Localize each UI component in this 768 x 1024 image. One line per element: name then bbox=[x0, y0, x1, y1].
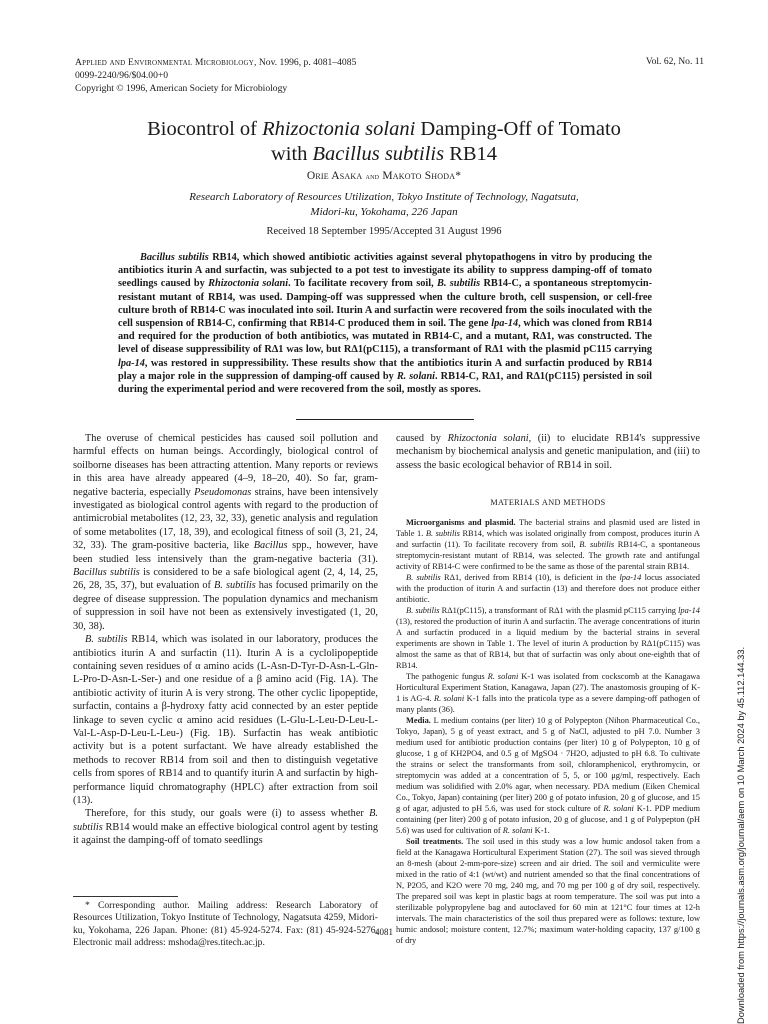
text-run: . RB14-C, RΔ1, and RΔ1(pC115) persisted in soil during the experimental period and were recovered from the soil, mostly as spores. bbox=[118, 370, 652, 396]
journal-name: Applied and Environmental Microbiology bbox=[75, 57, 255, 68]
left-column bbox=[73, 432, 378, 848]
section-heading: MATERIALS AND METHODS bbox=[490, 498, 606, 508]
italic-term: B. subtilis bbox=[579, 539, 615, 549]
abstract bbox=[118, 251, 652, 396]
intro-paragraph bbox=[73, 432, 378, 633]
journal-date-pages: , Nov. 1996, p. 4081–4085 bbox=[254, 57, 357, 68]
italic-term: B. subtilis bbox=[406, 605, 440, 615]
download-note: Downloaded from https://journals.asm.org/journal/aem on 10 March 2024 by 45.112.144.33. bbox=[736, 646, 746, 1024]
text-run: RB14-C, a spontaneous streptomycin-resistant mutant of RB14, was used. Damping-off was suppressed when the culture broth, cell suspension, or cell-free culture broth of RB14-C was inoculated into soil. Iturin A and surfactin were recovered from the soils inoculated with the cell suspension of RB14-C, confirming that RB14-C produced them in soil. The gene bbox=[118, 278, 653, 330]
run-in-heading: Media. bbox=[406, 715, 431, 725]
italic-term: Bacillus subtilis bbox=[73, 567, 140, 579]
text-run: K-1 falls into the praticola type as a severe damping-off pathogen of many plants (36). bbox=[396, 693, 700, 714]
text-run: RB14, which showed antibiotic activities against several phytopathogens in vitro by producing the antibiotics iturin A and surfactin, was subjected to a pot test to investigate its ability to suppress damping-off of tomato seedlings caused by bbox=[118, 252, 652, 290]
text-run: , was restored in suppressibility. These results show that the antibiotics iturin A and surfactin produced by RB14 play a major role in the suppression of damping-off caused by bbox=[118, 357, 652, 382]
italic-term: B. subtilis bbox=[437, 278, 481, 290]
italic-term: lpa-14 bbox=[678, 605, 700, 615]
title-organism: Rhizoctonia solani bbox=[262, 118, 416, 140]
italic-term: R. solani bbox=[396, 370, 436, 382]
text-run: K-1. bbox=[532, 825, 550, 835]
italic-term: Pseudomonas bbox=[194, 486, 252, 498]
methods-paragraph bbox=[396, 517, 700, 572]
text-run: K-1 was isolated from cockscomb at the Kanagawa Horticultural Experiment Station, Kanagawa, Japan (27). The anastomosis grouping of K-1 is AG-4. bbox=[396, 671, 701, 703]
section-divider bbox=[296, 419, 474, 420]
methods-body bbox=[396, 517, 700, 946]
italic-term: Rhizoctonia solani bbox=[447, 433, 529, 444]
methods-paragraph bbox=[396, 572, 700, 605]
right-column bbox=[396, 432, 700, 946]
text-run: The bacterial strains and plasmid used are listed in Table 1. bbox=[396, 517, 701, 538]
italic-term: B. subtilis bbox=[73, 808, 378, 833]
text-run: RB14 would make an effective biological control agent by testing it against the damping-off of tomato seedlings bbox=[73, 821, 378, 847]
italic-term: lpa-14 bbox=[118, 357, 145, 369]
text-run: . To facilitate recovery from soil, bbox=[288, 278, 437, 290]
footnote: * Corresponding author. Mailing address: Research Laboratory of Resources Utilization, Tokyo Institute of Technology, Nagatsuta 4259, Midori-ku, Yokohama, 226 Japan. Phone: (81) 45-924-5274. Fax: (81) 45-924-5276. Electronic mail address: mshoda@res.titech.ac.jp. bbox=[73, 900, 378, 948]
text-run: , which was cloned from RB14 and required for the production of both antibiotics, was mutated in RB14-C, and a mutant, RΔ1, was constructed. The level of disease suppressibility of RΔ1 was low, but RΔ1(pC115), a transformant of RΔ1 with the plasmid pC115 carrying bbox=[118, 318, 652, 356]
text-run: RB14-C, a spontaneous streptomycin-resistant mutant of RB14, was selected. The growth rate and antifungal activity of RB14-C were confirmed to be the same as those of the parental strain RB14. bbox=[396, 539, 700, 571]
text-run: The soil used in this study was a low humic andosol taken from a field at the Kanagawa Horticultural Experiment Station (27). The soil was sieved through an 8-mesh (about 2-mm-pore-size) screen and air dried. The soil and vermiculite were mixed in the ratio of 4:1 (wt/wt) and nutrient amended so that the final concentrations of N, P2O5, and K2O were 70 mg, 240 mg, and 70 mg per 100 g of dry soil, respectively. The prepared soil was kept in plastic bags at room temperature. The soil was put into a sterilizable polypropylene bag and autoclaved for 60 min at 121°C four times at 12-h intervals. The main characteristics of the soil thus prepared were as follows: texture, low humic andosol; moisture content, 12.7%; maximum water-holding capacity, 137 g/100 g of dry bbox=[396, 836, 700, 945]
text-run: The overuse of chemical pesticides has caused soil pollution and harmful effects on human beings. Accordingly, biological control of soilborne diseases has been attracting attention. Many reports or reviews in this area have already appeared (4–9, 18–20, 40). So far, gram-negative bacteria, especially bbox=[73, 433, 378, 498]
title-text: Biocontrol of bbox=[147, 118, 263, 140]
italic-term: Rhizoctonia solani bbox=[208, 278, 289, 290]
text-run: L medium contains (per liter) 10 g of Polypepton (Nihon Pharmaceutical Co., Tokyo, Japan), 5 g of yeast extract, and 5 g of NaCl, adjusted to pH 7.0. Number 3 medium used for antibiotic production contains (per liter) 10 g of Polypepton, 10 g of glucose, 1 g of KH2PO4, and 0.5 g of MgSO4 · 7H2O, adjusted to pH 6.8. To cultivate the strains or select the transformants from soil, chloramphenicol, erythromycin, or streptomycin was added at a concentration of 5, 5, or 100 μg/ml, respectively. Each medium was solidified with 2.0% agar, when necessary. PDA medium (Eiken Chemical Co., Tokyo, Japan) containing (per liter) 200 g of potato infusion, 20 g of glucose, and 15 g of agar, adjusted to pH 5.6, was used for stock culture of bbox=[396, 715, 700, 813]
received-date: Received 18 September 1995/Accepted 31 August 1996 bbox=[266, 226, 502, 237]
text-run: K-1. PDP medium containing (per liter) 200 g of potato infusion, 20 g of glucose, and 1 g of Polypepton (pH 5.6) was used for cultivation of bbox=[396, 803, 700, 835]
affiliation-line: Research Laboratory of Resources Utilization, Tokyo Institute of Technology, Nagatsuta, bbox=[189, 191, 579, 203]
affiliation-line: Midori-ku, Yokohama, 226 Japan bbox=[310, 205, 458, 218]
text-run: RΔ1, derived from RB14 (10), is deficient in the bbox=[440, 572, 620, 582]
authors bbox=[80, 170, 688, 182]
italic-term: lpa-14 bbox=[619, 572, 642, 582]
issn: 0099-2240/96/$04.00+0 bbox=[75, 70, 169, 81]
italic-term: Bacillus bbox=[253, 540, 288, 552]
text-run: RB14, which was isolated originally from compost, produces iturin A and surfactin (11). To facilitate recovery from soil, bbox=[396, 528, 700, 549]
intro-paragraph bbox=[73, 807, 378, 847]
journal-header bbox=[75, 56, 356, 95]
text-run: spp., however, have been studied less intensively than the gram-negative bacteria (31). bbox=[73, 540, 378, 565]
italic-term: B. subtilis bbox=[406, 572, 441, 582]
paper-title bbox=[80, 117, 688, 167]
text-run: has focused primarily on the degree of disease suppression. The population dynamics and mechanism of suppression in soil have not been as extensively investigated (1, 20, 30, 38). bbox=[73, 580, 378, 632]
italic-term: B. subtilis bbox=[214, 580, 256, 592]
italic-term: R. solani bbox=[603, 803, 634, 813]
author-name: Makoto Shoda* bbox=[382, 170, 462, 182]
methods-paragraph bbox=[396, 671, 700, 715]
title-text: Damping-Off of Tomato bbox=[415, 118, 621, 140]
text-run: Therefore, for this study, our goals were (i) to assess whether bbox=[85, 808, 370, 820]
italic-term: B. subtilis bbox=[85, 634, 128, 646]
author-and: and bbox=[365, 171, 380, 181]
intro-continuation bbox=[396, 432, 700, 472]
text-run: locus associated with the production of iturin A and surfactin (13) and therefore does not produce either antibiotic. bbox=[396, 572, 700, 604]
title-organism: Bacillus subtilis bbox=[312, 143, 445, 165]
text-run: RB14, which was isolated in our laboratory, produces the antibiotics iturin A and surfactin (11). Iturin A is a cyclolipopeptide containing seven residues of α amino acids (L-Asn-D-Tyr-D-Asn-L-Gln-L-Pro-D-Asn-L-Ser-) and one residue of a β amino acid (Fig. 1A). The antibiotic activity of iturin A is very strong. The other cyclic lipopeptide, surfactin, contains a β-hydroxy fatty acid connected by an ester peptide linkage to seven cyclic α amino acid residues (L-Glu-L-Leu-D-Leu-L-Val-L-Asp-D-Leu-L-Leu-) (Fig. 1B). Surfactin has weak antibiotic activity but is a potent surfactant. We have already established the methods to recover RB14 from soil and then to distinguish vegetative cells from spores of RB14 and to quantify iturin A and surfactin by high-performance liquid chromatography (HPLC) after extraction from soil (13). bbox=[73, 634, 378, 806]
copyright: Copyright © 1996, American Society for Microbiology bbox=[75, 83, 288, 94]
intro-paragraph bbox=[73, 633, 378, 807]
volume-issue: Vol. 62, No. 11 bbox=[645, 56, 704, 67]
italic-term: R. solani bbox=[433, 693, 465, 703]
title-text: RB14 bbox=[444, 143, 498, 165]
italic-term: R. solani bbox=[487, 671, 519, 681]
text-run: (13), restored the production of iturin A and surfactin. The average concentrations of iturin A and surfactin produced in a liquid medium by the bacterial strains in several experiments are shown in Table 1. The level of iturin A production by RΔ1(pC115) was almost the same as that of RB14, but that of surfactin was only about one-eighth that of RB14. bbox=[396, 616, 700, 670]
title-text: with bbox=[270, 143, 313, 165]
text-run: is considered to be a safe biological agent (2, 4, 14, 25, 26, 28, 35, 37), but evaluation of bbox=[73, 567, 379, 592]
run-in-heading: Soil treatments. bbox=[406, 836, 464, 846]
methods-paragraph bbox=[396, 605, 700, 671]
affiliation bbox=[80, 190, 688, 219]
run-in-heading: Microorganisms and plasmid. bbox=[406, 517, 516, 527]
text-run: , (ii) to elucidate RB14's suppressive mechanism by biochemical analysis and genetic manipulation, and (iii) to assess the basic ecological behavior of RB14 in soil. bbox=[396, 433, 700, 471]
footnote-divider bbox=[73, 896, 178, 897]
methods-paragraph bbox=[396, 715, 700, 836]
italic-term: R. solani bbox=[502, 825, 533, 835]
author-name: Orie Asaka bbox=[306, 170, 363, 182]
text-run: strains, have been intensively investigated as biological control agents with regard to the production of antimicrobial metabolites (12, 23, 32, 33), genetic analysis and regulation of some metabolites (17, 18, 39), and ecological fitness of soil (3, 21, 24, 32, 33). The gram-positive bacteria, like bbox=[73, 486, 378, 552]
italic-term: lpa-14 bbox=[491, 318, 519, 330]
page-number: 4081 bbox=[375, 927, 393, 937]
italic-term: Bacillus subtilis bbox=[140, 252, 209, 263]
text-run: The pathogenic fungus bbox=[406, 671, 488, 681]
text-run: caused by bbox=[396, 433, 448, 444]
text-run: RΔ1(pC115), a transformant of RΔ1 with the plasmid pC115 carrying bbox=[439, 605, 679, 615]
italic-term: B. subtilis bbox=[425, 528, 460, 538]
